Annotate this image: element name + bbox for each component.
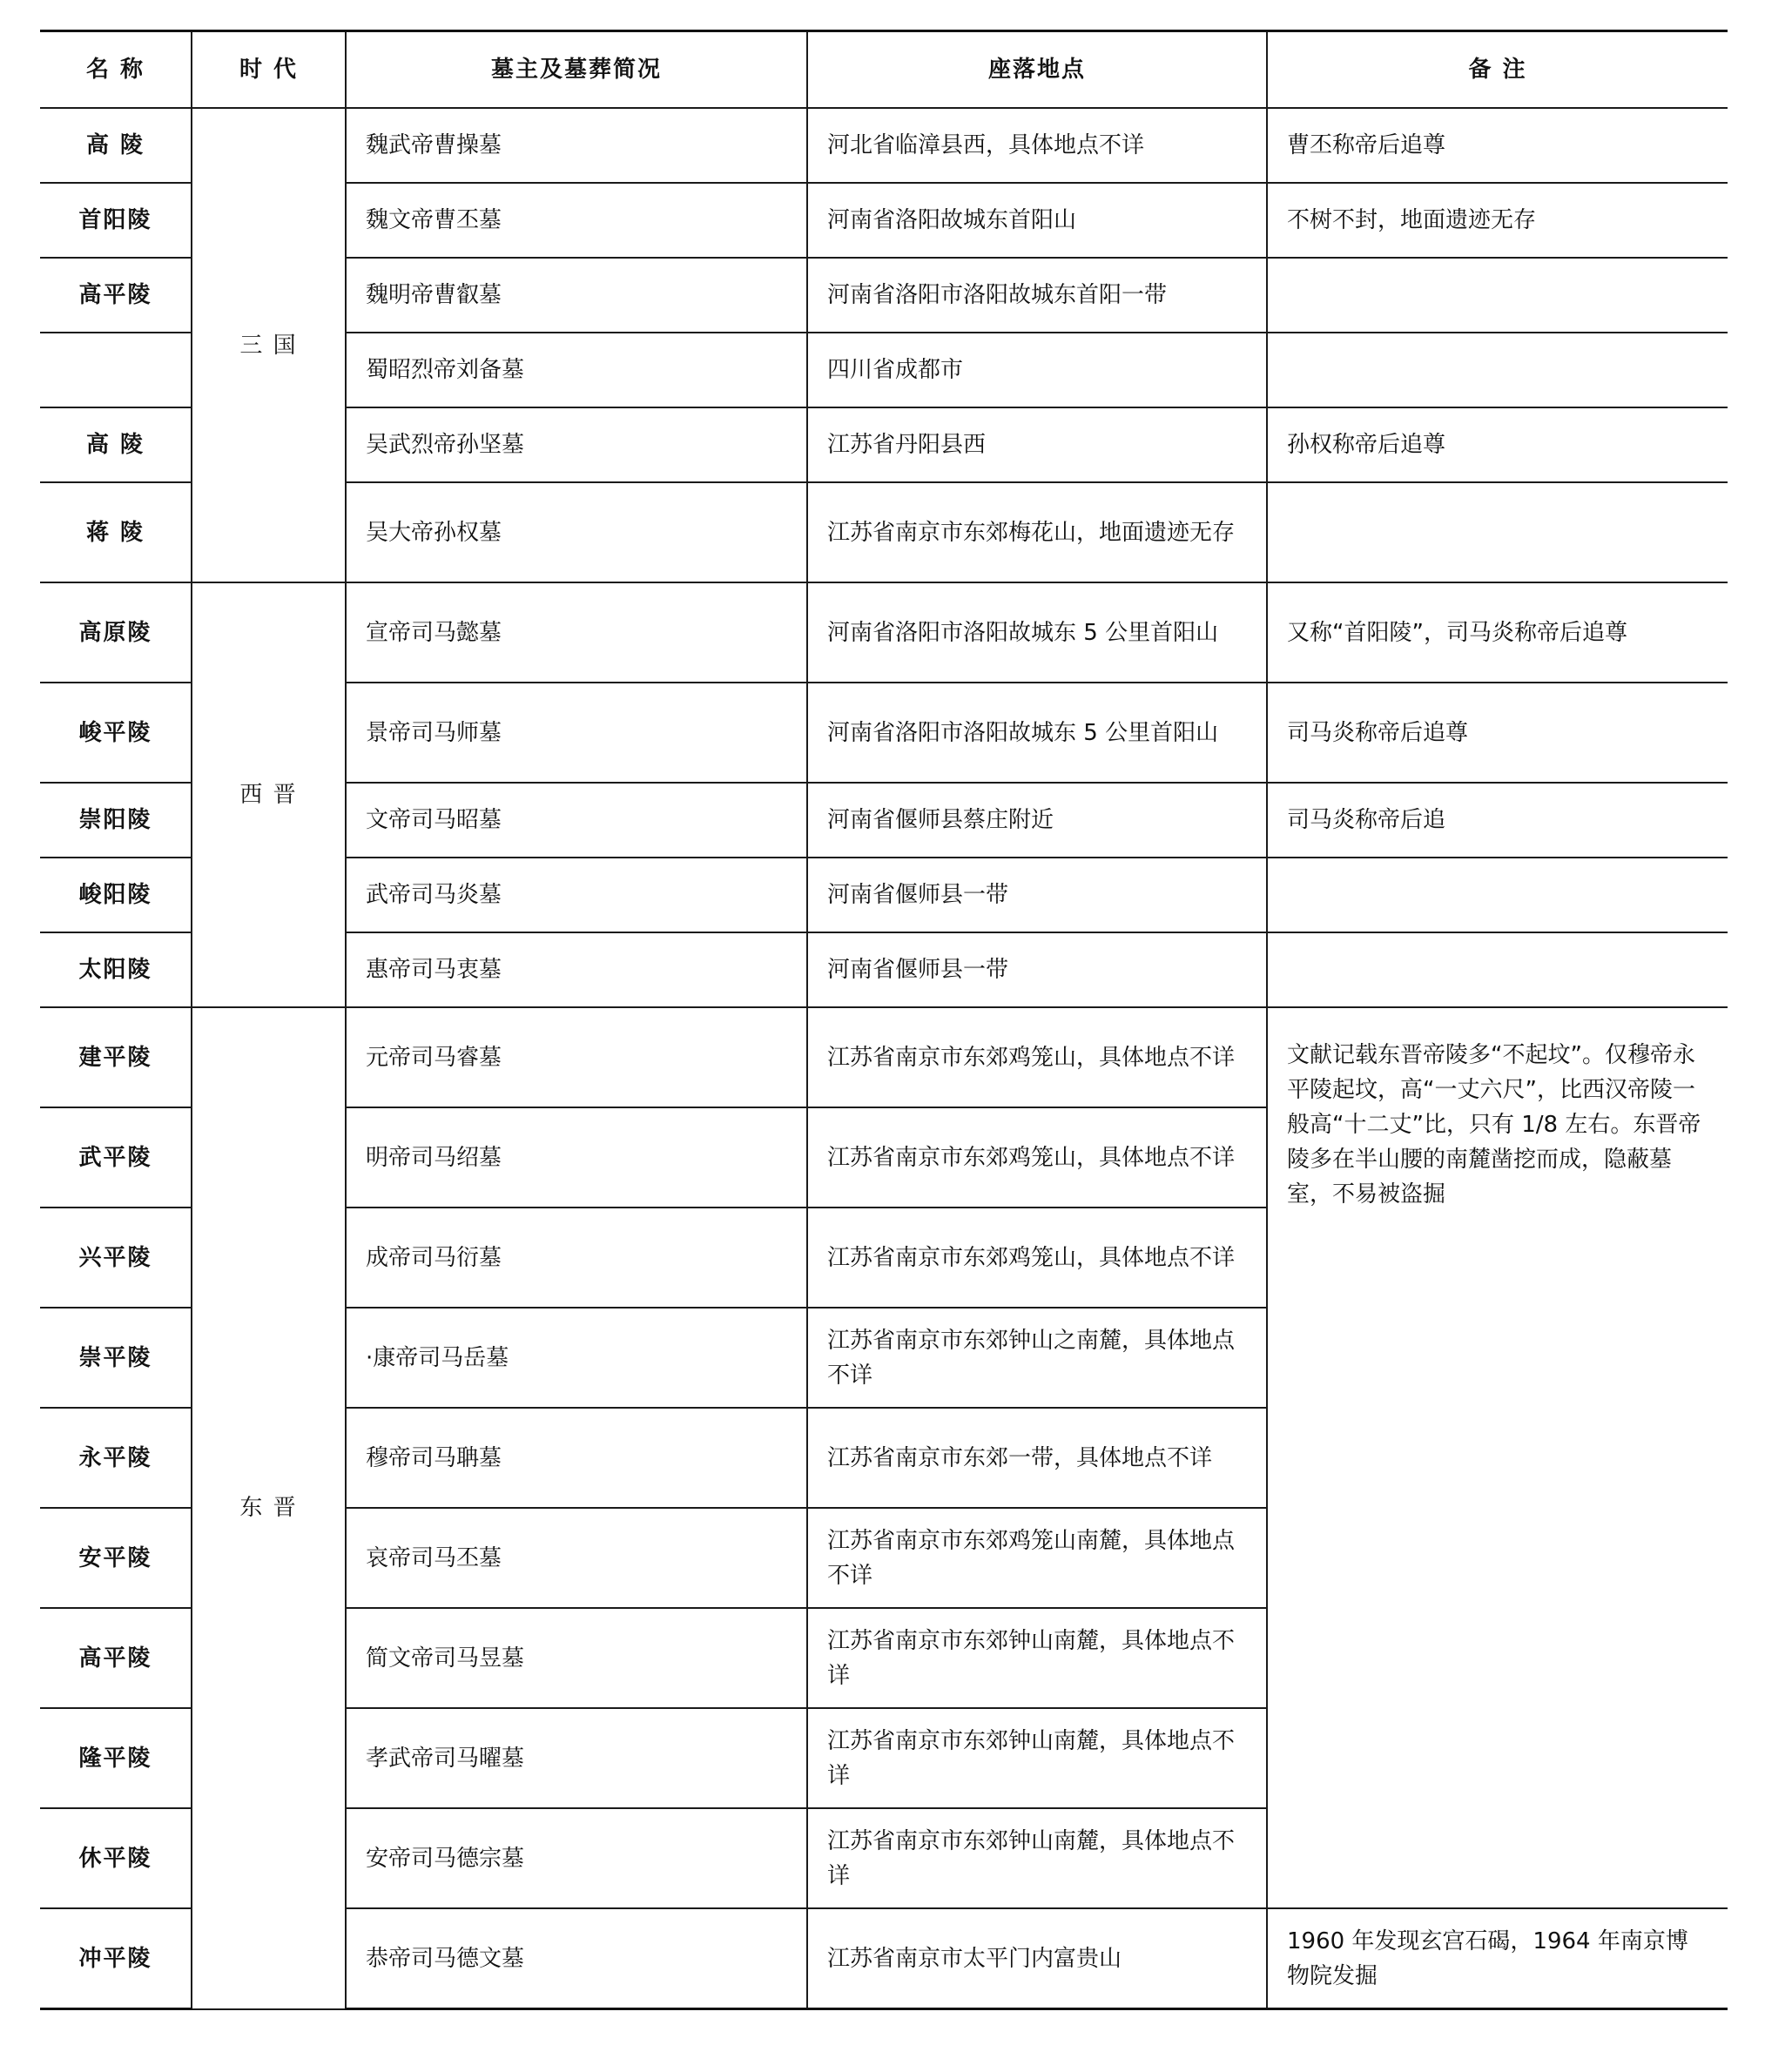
header-era: 时 代: [192, 31, 346, 109]
tomb-note: 文献记载东晋帝陵多“不起坟”。仅穆帝永平陵起坟，高“一丈六尺”，比西汉帝陵一般高“十二丈”比，只有 1/8 左右。东晋帝陵多在半山腰的南麓凿挖而成，隐蔽墓室，不易被盗掘: [1267, 1007, 1728, 1908]
tomb-owner: 宣帝司马懿墓: [346, 582, 807, 683]
tomb-note: 1960 年发现玄宫石碣，1964 年南京博物院发掘: [1267, 1908, 1728, 2009]
tomb-location: 江苏省南京市东郊钟山南麓，具体地点不详: [807, 1708, 1267, 1808]
tomb-name: 太阳陵: [40, 932, 192, 1007]
tomb-owner: 吴大帝孙权墓: [346, 482, 807, 582]
tomb-name: 蒋 陵: [40, 482, 192, 582]
era-cell: 东 晋: [192, 1007, 346, 2009]
tomb-location: 江苏省南京市东郊梅花山，地面遗迹无存: [807, 482, 1267, 582]
tomb-note: [1267, 258, 1728, 333]
tomb-note: 孙权称帝后追尊: [1267, 407, 1728, 482]
tomb-note: [1267, 858, 1728, 932]
tomb-owner: 景帝司马师墓: [346, 683, 807, 783]
tomb-note: 又称“首阳陵”，司马炎称帝后追尊: [1267, 582, 1728, 683]
tomb-owner: 明帝司马绍墓: [346, 1107, 807, 1208]
tomb-location: 河南省洛阳市洛阳故城东首阳一带: [807, 258, 1267, 333]
tomb-name: 高平陵: [40, 1608, 192, 1708]
tomb-note: 不树不封，地面遗迹无存: [1267, 183, 1728, 258]
tomb-location: 河南省偃师县蔡庄附近: [807, 783, 1267, 858]
tomb-note: 司马炎称帝后追: [1267, 783, 1728, 858]
tomb-name: 武平陵: [40, 1107, 192, 1208]
tomb-owner: 蜀昭烈帝刘备墓: [346, 333, 807, 407]
tomb-location: 江苏省丹阳县西: [807, 407, 1267, 482]
tomb-name: 崇平陵: [40, 1308, 192, 1408]
era-cell: 西 晋: [192, 582, 346, 1007]
tomb-location: 江苏省南京市东郊鸡笼山，具体地点不详: [807, 1208, 1267, 1308]
era-cell: 三 国: [192, 108, 346, 582]
tomb-location: 河南省偃师县一带: [807, 932, 1267, 1007]
tomb-location: 江苏省南京市太平门内富贵山: [807, 1908, 1267, 2009]
tomb-name: 峻平陵: [40, 683, 192, 783]
table-row: [40, 1007, 1728, 1107]
tomb-owner: 成帝司马衍墓: [346, 1208, 807, 1308]
tomb-owner: 简文帝司马昱墓: [346, 1608, 807, 1708]
tomb-owner: 吴武烈帝孙坚墓: [346, 407, 807, 482]
tomb-owner: 魏文帝曹丕墓: [346, 183, 807, 258]
tomb-owner: 元帝司马睿墓: [346, 1007, 807, 1107]
tomb-location: 河北省临漳县西，具体地点不详: [807, 108, 1267, 183]
tomb-owner: 孝武帝司马曜墓: [346, 1708, 807, 1808]
tomb-name: 高平陵: [40, 258, 192, 333]
tomb-name: 高原陵: [40, 582, 192, 683]
tomb-location: 江苏省南京市东郊钟山南麓，具体地点不详: [807, 1608, 1267, 1708]
tomb-owner: 恭帝司马德文墓: [346, 1908, 807, 2009]
tomb-note: [1267, 482, 1728, 582]
table-row: [40, 108, 1728, 183]
tomb-location: 江苏省南京市东郊鸡笼山南麓，具体地点不详: [807, 1508, 1267, 1608]
header-name: 名 称: [40, 31, 192, 109]
tomb-name: 高 陵: [40, 407, 192, 482]
tomb-location: 江苏省南京市东郊鸡笼山，具体地点不详: [807, 1107, 1267, 1208]
tomb-note: [1267, 333, 1728, 407]
tomb-name: 休平陵: [40, 1808, 192, 1908]
tomb-name: 冲平陵: [40, 1908, 192, 2009]
imperial-tombs-table: [40, 30, 1728, 2010]
header-note: 备 注: [1267, 31, 1728, 109]
tomb-note: [1267, 932, 1728, 1007]
tomb-name: 安平陵: [40, 1508, 192, 1608]
tomb-name: 首阳陵: [40, 183, 192, 258]
tomb-owner: 惠帝司马衷墓: [346, 932, 807, 1007]
tomb-location: 江苏省南京市东郊钟山之南麓，具体地点不详: [807, 1308, 1267, 1408]
tomb-name: 建平陵: [40, 1007, 192, 1107]
tomb-owner: 武帝司马炎墓: [346, 858, 807, 932]
tomb-location: 河南省偃师县一带: [807, 858, 1267, 932]
tomb-owner: 文帝司马昭墓: [346, 783, 807, 858]
tomb-owner: ·康帝司马岳墓: [346, 1308, 807, 1408]
tomb-name: 永平陵: [40, 1408, 192, 1508]
tomb-location: 江苏省南京市东郊钟山南麓，具体地点不详: [807, 1808, 1267, 1908]
tomb-location: 江苏省南京市东郊一带，具体地点不详: [807, 1408, 1267, 1508]
tomb-location: 河南省洛阳市洛阳故城东 5 公里首阳山: [807, 683, 1267, 783]
header-tomb: 墓主及墓葬简况: [346, 31, 807, 109]
tomb-name: [40, 333, 192, 407]
tomb-owner: 魏明帝曹叡墓: [346, 258, 807, 333]
tomb-name: 隆平陵: [40, 1708, 192, 1808]
tomb-location: 江苏省南京市东郊鸡笼山，具体地点不详: [807, 1007, 1267, 1107]
tomb-name: 高 陵: [40, 108, 192, 183]
tomb-location: 河南省洛阳市洛阳故城东 5 公里首阳山: [807, 582, 1267, 683]
tomb-note: 司马炎称帝后追尊: [1267, 683, 1728, 783]
tomb-name: 峻阳陵: [40, 858, 192, 932]
table-row: [40, 582, 1728, 683]
tomb-owner: 穆帝司马聃墓: [346, 1408, 807, 1508]
tomb-owner: 哀帝司马丕墓: [346, 1508, 807, 1608]
tomb-location: 四川省成都市: [807, 333, 1267, 407]
header-location: 座落地点: [807, 31, 1267, 109]
header-row: [40, 31, 1728, 109]
tomb-name: 兴平陵: [40, 1208, 192, 1308]
tomb-owner: 安帝司马德宗墓: [346, 1808, 807, 1908]
tomb-name: 崇阳陵: [40, 783, 192, 858]
tomb-owner: 魏武帝曹操墓: [346, 108, 807, 183]
tomb-location: 河南省洛阳故城东首阳山: [807, 183, 1267, 258]
tomb-note: 曹丕称帝后追尊: [1267, 108, 1728, 183]
